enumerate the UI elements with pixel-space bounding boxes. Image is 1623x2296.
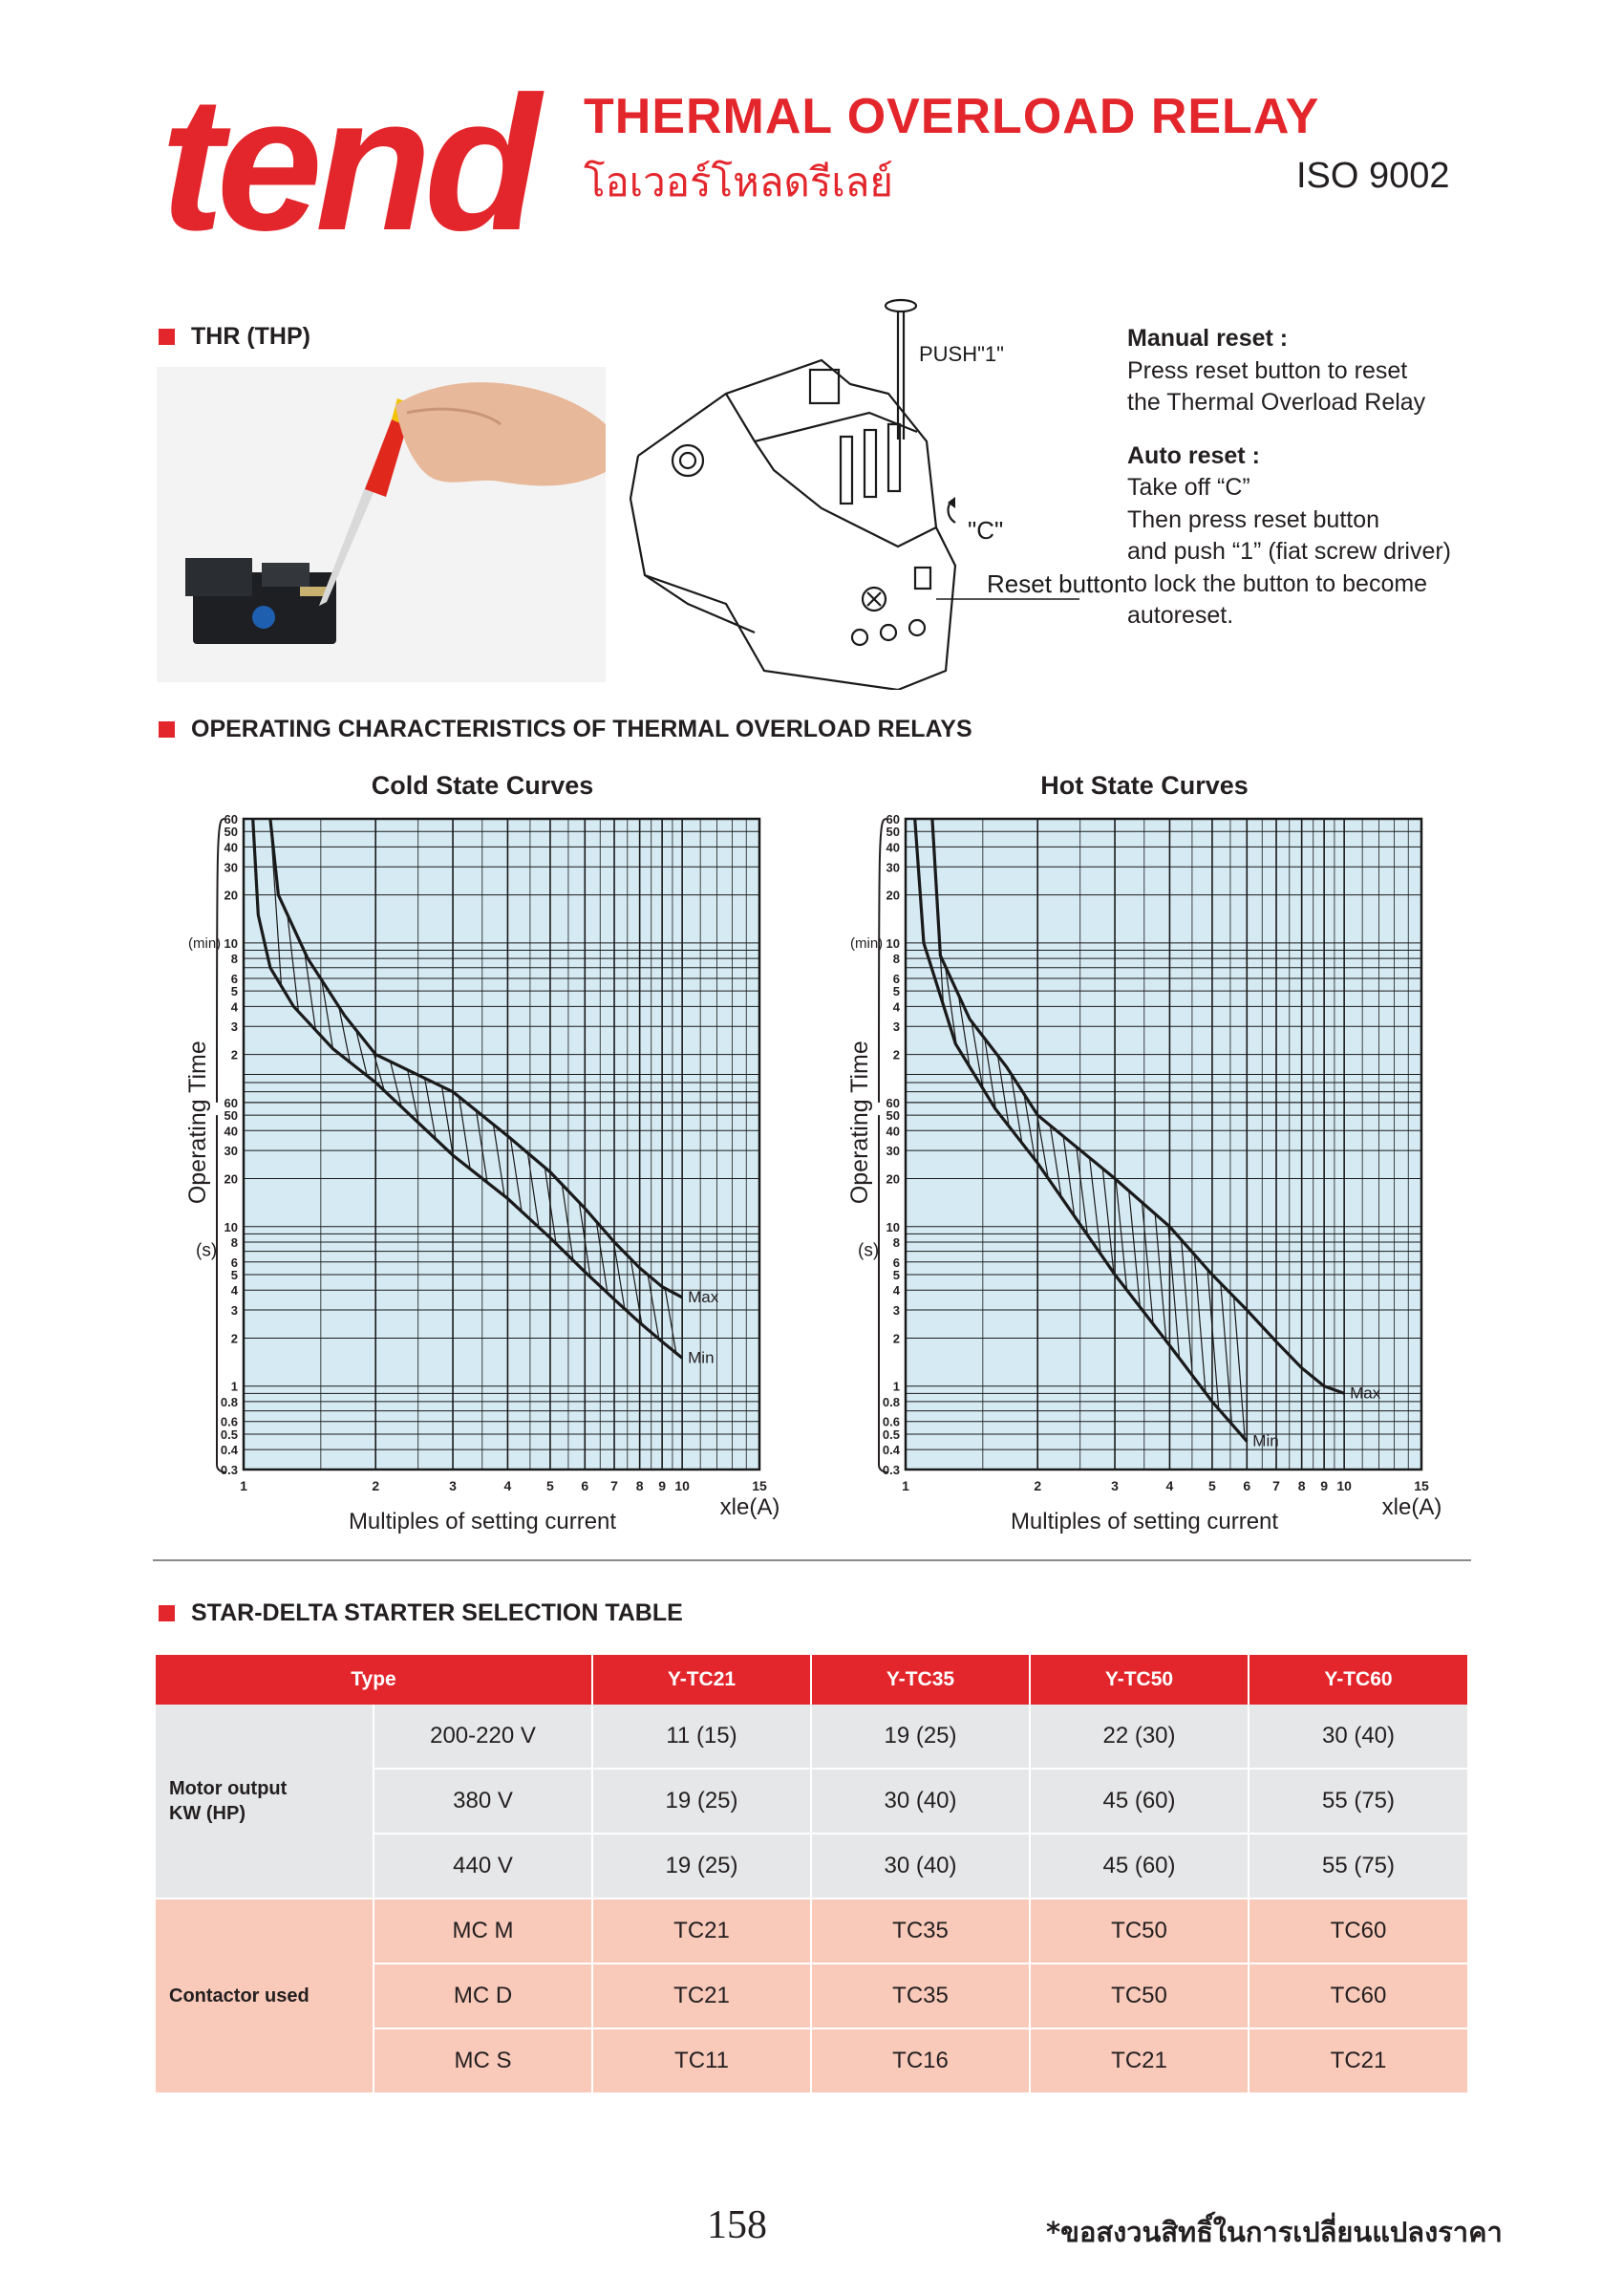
auto-reset-line: and push “1” (fiat screw driver) <box>1127 538 1452 565</box>
table-cell: TC60 <box>1249 1899 1468 1963</box>
star-delta-selection-table <box>156 1655 1469 2094</box>
table-cell: 11 (15) <box>592 1705 811 1769</box>
table-cell: TC60 <box>1249 1963 1468 2028</box>
section-heading-curves-text: OPERATING CHARACTERISTICS OF THERMAL OVERLOAD RELAYS <box>191 716 972 742</box>
section-heading-table <box>159 1599 683 1627</box>
column-header: Y-TC21 <box>592 1655 811 1705</box>
section-heading-thr-text: THR (THP) <box>191 323 310 350</box>
y-tick-label: 0.8 <box>220 1394 238 1409</box>
row-label: 440 V <box>374 1834 592 1899</box>
y-axis-label: Operating Time <box>846 1041 873 1205</box>
series-label: Max <box>688 1287 719 1306</box>
x-tick-label: 7 <box>1272 1478 1280 1493</box>
table-cell: 19 (25) <box>592 1834 811 1899</box>
table-cell: 30 (40) <box>811 1769 1030 1834</box>
column-header: Y-TC50 <box>1030 1655 1249 1705</box>
x-tick-label: 1 <box>902 1478 909 1493</box>
y-tick-label: 0.3 <box>220 1463 238 1477</box>
x-tick-label: 8 <box>1297 1478 1306 1493</box>
bullet-square-icon <box>159 721 175 738</box>
y-tick-label: 30 <box>886 1144 900 1159</box>
hot-state-chart <box>839 760 1507 1534</box>
y-tick-label: 0.5 <box>882 1427 900 1442</box>
table-cell: TC11 <box>592 2028 811 2093</box>
row-label: MC D <box>374 1963 592 2028</box>
y-tick-label: 3 <box>892 1019 900 1035</box>
table-cell: 30 (40) <box>1249 1705 1468 1769</box>
x-tick-label: 8 <box>635 1478 644 1493</box>
auto-reset-title: Auto reset : <box>1127 441 1260 469</box>
y-tick-label: 10 <box>224 1219 238 1234</box>
section-heading-curves <box>159 716 972 743</box>
motor-output-group <box>156 1705 374 1899</box>
series-label: Max <box>1350 1384 1381 1403</box>
y-tick-label: 1 <box>230 1379 238 1394</box>
x-tick-label: 2 <box>1034 1478 1042 1493</box>
page-number: 158 <box>707 2203 767 2247</box>
y-tick-label: 0.6 <box>220 1414 238 1429</box>
iso-label: ISO 9002 <box>1296 156 1450 196</box>
y-tick-label: 40 <box>224 840 238 855</box>
y-tick-label: 2 <box>892 1331 900 1346</box>
auto-reset-line: autoreset. <box>1127 602 1234 629</box>
motor-output-label: Motor output <box>169 1778 288 1799</box>
table-cell: 19 (25) <box>592 1769 811 1834</box>
y-tick-label: 40 <box>886 840 900 855</box>
table-cell: TC50 <box>1030 1899 1249 1963</box>
c-label: "C" <box>968 516 1004 545</box>
brand-logo: tend <box>160 57 534 270</box>
x-tick-label: 7 <box>610 1478 618 1493</box>
y-tick-label: 60 <box>224 812 238 826</box>
x-axis-unit: xle(A) <box>719 1494 780 1520</box>
motor-output-unit: KW (HP) <box>169 1803 246 1824</box>
table-cell: TC35 <box>811 1899 1030 1963</box>
x-tick-label: 1 <box>240 1478 247 1493</box>
y-tick-label: 4 <box>230 999 238 1015</box>
y-tick-label: 50 <box>886 825 900 840</box>
table-cell: 45 (60) <box>1030 1769 1249 1834</box>
y-tick-label: 20 <box>886 1171 900 1187</box>
y-tick-label: 0.6 <box>882 1414 900 1429</box>
x-axis-label: Multiples of setting current <box>1010 1509 1279 1534</box>
page-title: THERMAL OVERLOAD RELAY <box>584 89 1320 144</box>
reset-button-label: Reset button <box>987 569 1127 598</box>
y-tick-label: 0.5 <box>220 1427 238 1442</box>
table-cell: 30 (40) <box>811 1834 1030 1899</box>
y-tick-label: 3 <box>892 1303 900 1319</box>
auto-reset-line: to lock the button to become <box>1127 569 1428 597</box>
type-header: Type <box>156 1655 592 1705</box>
column-header: Y-TC60 <box>1249 1655 1468 1705</box>
x-axis-unit: xle(A) <box>1381 1494 1442 1520</box>
y-tick-label: 8 <box>892 1234 900 1250</box>
table-header-row <box>156 1655 1468 1705</box>
x-tick-label: 10 <box>1336 1478 1352 1493</box>
cold-state-chart <box>177 760 845 1534</box>
page-subtitle-thai: โอเวอร์โหลดรีเลย์ <box>584 159 894 205</box>
y-tick-label: 5 <box>230 984 238 999</box>
table-cell: TC21 <box>592 1963 811 2028</box>
manual-reset-title: Manual reset : <box>1127 325 1289 352</box>
series-label: Min <box>688 1348 715 1367</box>
table-cell: TC21 <box>1030 2028 1249 2093</box>
manual-reset-line: Press reset button to reset <box>1127 356 1408 384</box>
row-label: MC S <box>374 2028 592 2093</box>
y-tick-label: 20 <box>224 1171 238 1187</box>
y-tick-label: 30 <box>224 1144 238 1159</box>
x-tick-label: 5 <box>1208 1478 1216 1493</box>
y-tick-label: 60 <box>886 812 900 826</box>
chart-title: Hot State Curves <box>1040 771 1249 800</box>
column-header: Y-TC35 <box>811 1655 1030 1705</box>
table-cell: 22 (30) <box>1030 1705 1249 1769</box>
chart-title: Cold State Curves <box>371 771 594 800</box>
y-tick-label: 4 <box>230 1283 238 1298</box>
table-cell: TC21 <box>1249 2028 1468 2093</box>
x-tick-label: 6 <box>1243 1478 1251 1493</box>
table-row <box>156 1899 1468 1963</box>
series-label: Min <box>1252 1431 1279 1450</box>
relay-photo <box>157 367 606 682</box>
y-tick-label: 50 <box>224 1108 238 1124</box>
table-row <box>156 1705 1468 1769</box>
y-tick-label: 6 <box>892 1255 900 1270</box>
x-tick-label: 9 <box>1320 1478 1329 1493</box>
table-cell: 45 (60) <box>1030 1834 1249 1899</box>
y-tick-label: 6 <box>230 1255 238 1270</box>
push-label: PUSH"1" <box>919 342 1004 366</box>
y-tick-label: 50 <box>886 1108 900 1124</box>
y-tick-label: 60 <box>224 1095 238 1110</box>
auto-reset-line: Take off “C” <box>1127 474 1250 501</box>
relay-diagram <box>611 289 1127 690</box>
y-tick-label: 10 <box>886 935 900 951</box>
y-tick-label: 60 <box>886 1095 900 1110</box>
section-heading-table-text: STAR-DELTA STARTER SELECTION TABLE <box>191 1599 683 1626</box>
y-tick-label: 3 <box>230 1019 238 1035</box>
y-tick-label: 2 <box>892 1047 900 1062</box>
y-tick-label: 0.4 <box>882 1443 900 1458</box>
y-axis-label: Operating Time <box>184 1041 211 1205</box>
y-tick-label: 50 <box>224 825 238 840</box>
row-label: 380 V <box>374 1769 592 1834</box>
y-tick-label: 10 <box>886 1219 900 1234</box>
y-unit-seconds: (s) <box>858 1240 880 1261</box>
y-tick-label: 5 <box>230 1268 238 1283</box>
y-tick-label: 6 <box>230 971 238 986</box>
x-tick-label: 15 <box>1414 1478 1429 1493</box>
y-tick-label: 10 <box>224 935 238 951</box>
y-tick-label: 20 <box>886 888 900 903</box>
y-tick-label: 0.8 <box>882 1394 900 1409</box>
y-unit-minutes: (min) <box>850 934 884 952</box>
y-unit-seconds: (s) <box>196 1240 218 1261</box>
table-cell: 55 (75) <box>1249 1769 1468 1834</box>
y-tick-label: 20 <box>224 888 238 903</box>
row-label: 200-220 V <box>374 1705 592 1769</box>
y-tick-label: 2 <box>230 1047 238 1062</box>
x-tick-label: 9 <box>658 1478 667 1493</box>
y-tick-label: 0.4 <box>220 1443 238 1458</box>
y-tick-label: 8 <box>892 952 900 967</box>
y-tick-label: 4 <box>892 999 900 1015</box>
y-tick-label: 30 <box>224 860 238 875</box>
x-tick-label: 10 <box>674 1478 690 1493</box>
y-unit-minutes: (min) <box>188 934 222 952</box>
y-tick-label: 8 <box>230 952 238 967</box>
table-cell: TC50 <box>1030 1963 1249 2028</box>
bullet-square-icon <box>159 329 175 345</box>
relay-diagram-drawing <box>611 289 1127 690</box>
y-tick-label: 40 <box>224 1124 238 1139</box>
table-cell: TC16 <box>811 2028 1030 2093</box>
table-cell: 19 (25) <box>811 1705 1030 1769</box>
y-tick-label: 5 <box>892 984 900 999</box>
contactor-used-group: Contactor used <box>156 1899 374 2093</box>
x-tick-label: 15 <box>752 1478 767 1493</box>
y-tick-label: 0.3 <box>882 1463 900 1477</box>
row-label: MC M <box>374 1899 592 1963</box>
y-tick-label: 40 <box>886 1124 900 1139</box>
x-tick-label: 5 <box>546 1478 554 1493</box>
y-tick-label: 5 <box>892 1268 900 1283</box>
manual-reset-line: the Thermal Overload Relay <box>1127 389 1426 416</box>
y-tick-label: 6 <box>892 971 900 986</box>
x-tick-label: 3 <box>1111 1478 1119 1493</box>
section-divider <box>153 1559 1471 1561</box>
bullet-square-icon <box>159 1605 175 1621</box>
price-disclaimer: *ขอสงวนสิทธิ์ในการเปลี่ยนแปลงราคา <box>1046 2216 1503 2248</box>
reset-notes <box>1127 323 1528 633</box>
x-tick-label: 2 <box>372 1478 380 1493</box>
y-tick-label: 8 <box>230 1234 238 1250</box>
x-tick-label: 3 <box>449 1478 457 1493</box>
relay-photo-drawing <box>157 367 606 682</box>
y-tick-label: 30 <box>886 860 900 875</box>
x-tick-label: 4 <box>1165 1478 1174 1493</box>
x-tick-label: 4 <box>503 1478 512 1493</box>
table-cell: TC21 <box>592 1899 811 1963</box>
x-tick-label: 6 <box>581 1478 589 1493</box>
table-cell: TC35 <box>811 1963 1030 2028</box>
x-axis-label: Multiples of setting current <box>348 1509 617 1534</box>
auto-reset-line: Then press reset button <box>1127 505 1380 533</box>
section-heading-thr <box>159 323 310 351</box>
y-tick-label: 4 <box>892 1283 900 1298</box>
y-tick-label: 3 <box>230 1303 238 1319</box>
y-tick-label: 1 <box>892 1379 900 1394</box>
table-cell: 55 (75) <box>1249 1834 1468 1899</box>
y-tick-label: 2 <box>230 1331 238 1346</box>
